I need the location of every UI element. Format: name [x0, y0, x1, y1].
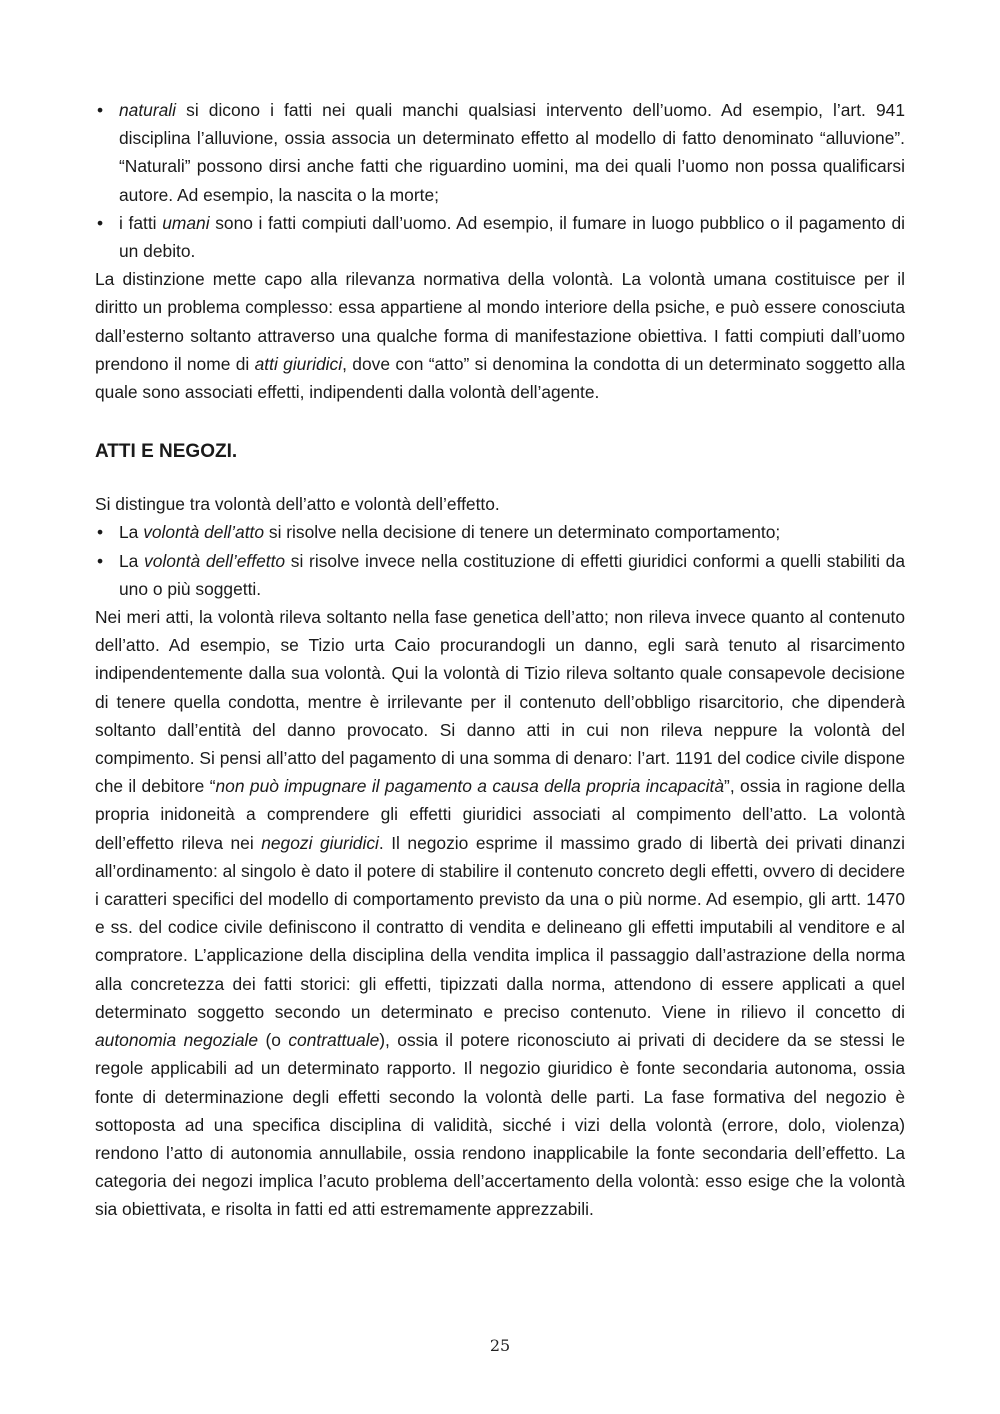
section-heading: ATTI E NEGOZI.: [95, 441, 238, 463]
paragraph-text: La distinzione mette capo alla rilevanza normativa della volontà. La volontà umana costituisce per il diritto un problema complesso: essa appartiene al mondo interiore della psiche, e può essere conosciuta dall’esterno soltanto attraverso una qualche forma di manifestazione obiettiva. I fatti compiuti dall’uomo prendono il nome di: [95, 269, 905, 374]
bullet-icon: •: [97, 522, 104, 543]
list-item-text: si risolve nella decisione di tenere un determinato comportamento;: [264, 522, 781, 543]
italic-term: negozi giuridici: [261, 832, 379, 853]
italic-term: volontà dell’effetto: [144, 550, 286, 571]
italic-term: naturali: [119, 100, 177, 120]
paragraph-text: , dove con “atto” si denomina la condotta di un determinato soggetto alla quale sono associati effetti, indipendenti dalla volontà dell’agente.: [95, 353, 905, 403]
italic-term: volontà dell’atto: [143, 522, 265, 543]
italic-term: autonomia negoziale: [95, 1030, 259, 1051]
list-item-text: si dicono i fatti nei quali manchi qualsiasi intervento dell’uomo. Ad esempio, l’art. 941 disciplina l’alluvione, ossia associa un determinato effetto al modello di fatto denominato “alluvione”. “Naturali” possono dirsi anche fatti che riguardino uomini, ma dei quali l’uomo non possa qualificarsi autore. Ad esempio, la nascita o la morte;: [119, 100, 905, 205]
list-item: [95, 518, 905, 546]
list-item: [95, 96, 905, 209]
list-item-text: si risolve invece nella costituzione di effetti giuridici conformi a quelli stabiliti da uno o più soggetti.: [119, 550, 905, 599]
list-item-text: sono i fatti compiuti dall’uomo. Ad esempio, il fumare in luogo pubblico o il pagamento di un debito.: [119, 212, 905, 262]
paragraph-volonta: [95, 265, 905, 406]
paragraph-text: . Il negozio esprime il massimo grado di libertà dei privati dinanzi all’ordinamento: al singolo è dato il potere di stabilire il contenuto concreto degli effetti, ovvero di decidere i caratteri specifici del modello di comportamento previsto da una o più norme. Ad esempio, gli artt. 1470 e ss. del codice civile definiscono il contratto di vendita e delineano gli effetti imputabili al venditore e al compratore. L’applicazione della disciplina della vendita implica il passaggio dall’astrazione della norma alla concretezza dei fatti storici: gli effetti, tipizzati dalla norma, attendono di essere applicati a quel determinato soggetto secondo un determinato e preciso contenuto. Viene in rilievo il concetto di: [95, 832, 905, 1022]
italic-quote: non può impugnare il pagamento a causa della propria incapacità: [215, 776, 725, 797]
bullet-icon: •: [97, 212, 104, 233]
list-item-text: La: [119, 550, 145, 571]
paragraph-text: ”, ossia in ragione della propria inidoneità a comprendere gli effetti giuridici associati al compimento dell’atto. La volontà dell’effetto rileva nei: [95, 776, 906, 853]
italic-term: umani: [162, 212, 210, 233]
list-item-text: i fatti: [119, 212, 163, 233]
page-number: 25: [489, 1336, 511, 1355]
paragraph-intro: Si distingue tra volontà dell’atto e volontà dell’effetto.: [95, 494, 500, 515]
italic-term: atti giuridici: [254, 353, 343, 374]
bullet-icon: •: [97, 550, 104, 571]
paragraph-text: Nei meri atti, la volontà rileva soltanto nella fase genetica dell’atto; non rileva invece quanto al contenuto dell’atto. Ad esempio, se Tizio urta Caio procurandogli un danno, egli sarà tenuto al risarcimento indipendentemente dalla sua volontà. Qui la volontà di Tizio rileva soltanto quale consapevole decisione di tenere quella condotta, mentre è irrilevante per il contenuto dell’obbligo risarcitorio, che dipenderà soltanto dall’entità del danno provocato. Si danno atti in cui non rileva neppure la volontà del compimento. Si pensi all’atto del pagamento di una somma di denaro: l’art. 1191 del codice civile dispone che il debitore “: [95, 607, 905, 797]
list-item: [95, 209, 905, 265]
list-item-text: La: [119, 522, 144, 543]
list-item: [95, 547, 905, 603]
italic-term: contrattuale: [288, 1030, 380, 1051]
bullet-icon: •: [97, 100, 104, 120]
page-body: [95, 96, 905, 1224]
paragraph-negozi: [95, 603, 905, 1223]
paragraph-text: (o: [258, 1030, 289, 1051]
paragraph-text: ), ossia il potere riconosciuto ai privati di decidere da se stessi le regole applicabili ad un determinato rapporto. Il negozio giuridico è fonte secondaria autonoma, ossia fonte di determinazione degli effetti secondo la volontà delle parti. La fase formativa del negozio è sottoposta ad una specifica disciplina di validità, sicché i vizi della volontà (errore, dolo, violenza) rendono l’atto di autonomia annullabile, ossia rendono inapplicabile la fonte secondaria dell’effetto. La categoria dei negozi implica l’acuto problema dell’accertamento della volontà: esso esige che la volontà sia obiettivata, e risolta in fatti ed atti estremamente apprezzabili.: [95, 1030, 906, 1220]
